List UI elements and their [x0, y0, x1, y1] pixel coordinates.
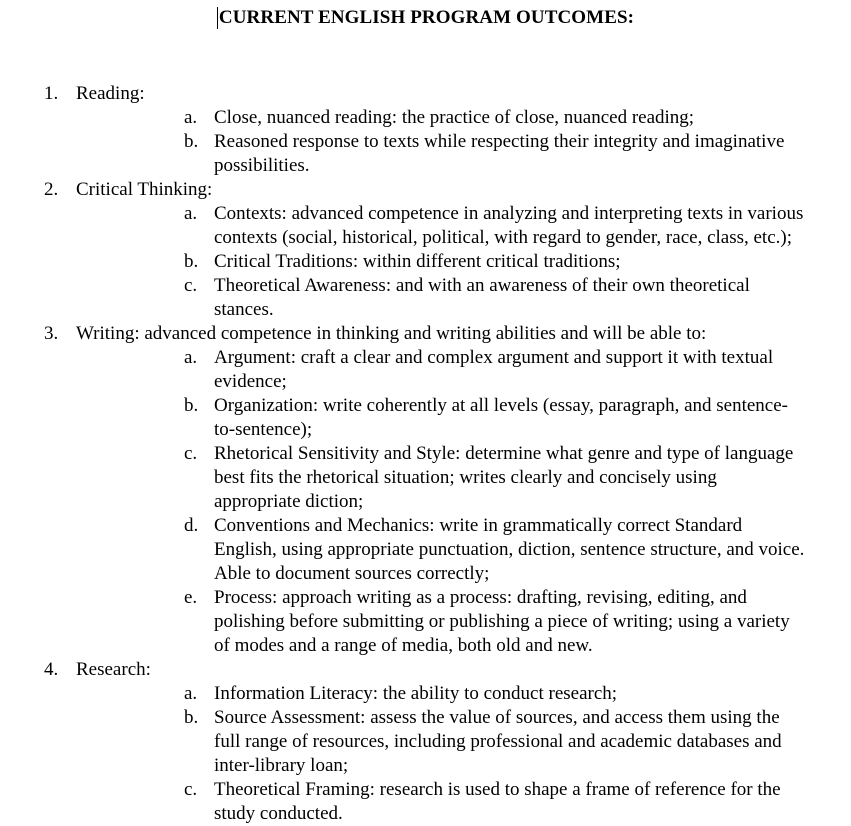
section-heading: Critical Thinking: — [76, 179, 213, 200]
item-letter: c. — [184, 443, 198, 464]
item-text: Rhetorical Sensitivity and Style: determine what genre and type of language best fits the rhetorical situation; writes clearly and concisely using appropriate diction; — [214, 443, 794, 512]
document-title — [217, 6, 634, 30]
item-letter: e. — [184, 587, 198, 608]
subitem-list — [76, 682, 831, 826]
item-letter: a. — [184, 203, 198, 224]
subitem-list — [76, 202, 831, 322]
section-heading: Reading: — [76, 83, 145, 104]
item-letter: b. — [184, 395, 199, 416]
item-text: Information Literacy: the ability to conduct research; — [214, 683, 618, 704]
item-text: Process: approach writing as a process: drafting, revising, editing, and polishing before submitting or publishing a piece of writing; using a variety of modes and a range of media, both old and new. — [214, 587, 790, 656]
section-number: 3. — [44, 323, 59, 344]
list-item — [76, 250, 831, 274]
document-title-text: CURRENT ENGLISH PROGRAM OUTCOMES: — [218, 7, 635, 28]
section-reading — [0, 82, 851, 178]
list-item — [76, 442, 831, 514]
item-letter: a. — [184, 683, 198, 704]
list-item — [76, 778, 831, 826]
section-research — [0, 658, 851, 826]
section-heading: Writing: advanced competence in thinking and writing abilities and will be able to: — [76, 323, 707, 344]
section-critical-thinking — [0, 178, 851, 322]
item-letter: b. — [184, 251, 199, 272]
item-letter: c. — [184, 275, 198, 296]
list-item — [76, 706, 831, 778]
section-number: 1. — [44, 83, 59, 104]
list-item — [76, 202, 831, 250]
item-text: Conventions and Mechanics: write in grammatically correct Standard English, using appropriate punctuation, diction, sentence structure, and voice. Able to document sources correctly; — [214, 515, 805, 584]
item-text: Close, nuanced reading: the practice of close, nuanced reading; — [214, 107, 695, 128]
item-text: Source Assessment: assess the value of sources, and access them using the full range of resources, including professional and academic databases and inter-library loan; — [214, 707, 782, 776]
item-text: Theoretical Framing: research is used to shape a frame of reference for the study conducted. — [214, 779, 781, 824]
subitem-list — [76, 346, 831, 658]
item-letter: d. — [184, 515, 199, 536]
section-number: 4. — [44, 659, 59, 680]
item-letter: c. — [184, 779, 198, 800]
item-letter: a. — [184, 347, 198, 368]
item-text: Contexts: advanced competence in analyzing and interpreting texts in various contexts (social, historical, political, with regard to gender, race, class, etc.); — [214, 203, 804, 248]
list-item — [76, 346, 831, 394]
list-item — [76, 586, 831, 658]
item-text: Organization: write coherently at all levels (essay, paragraph, and sentence-to-sentence); — [214, 395, 788, 440]
item-letter: a. — [184, 107, 198, 128]
list-item — [76, 394, 831, 442]
outcomes-list — [0, 82, 851, 826]
item-text: Theoretical Awareness: and with an awareness of their own theoretical stances. — [214, 275, 750, 320]
text-cursor — [217, 7, 218, 29]
section-writing — [0, 322, 851, 658]
title-row — [0, 6, 851, 30]
list-item — [76, 130, 831, 178]
list-item — [76, 682, 831, 706]
list-item — [76, 274, 831, 322]
list-item — [76, 106, 831, 130]
section-heading: Research: — [76, 659, 151, 680]
item-letter: b. — [184, 131, 199, 152]
section-number: 2. — [44, 179, 59, 200]
item-text: Reasoned response to texts while respecting their integrity and imaginative possibilities. — [214, 131, 785, 176]
list-item — [76, 514, 831, 586]
item-text: Critical Traditions: within different critical traditions; — [214, 251, 621, 272]
item-letter: b. — [184, 707, 199, 728]
subitem-list — [76, 106, 831, 178]
item-text: Argument: craft a clear and complex argument and support it with textual evidence; — [214, 347, 774, 392]
